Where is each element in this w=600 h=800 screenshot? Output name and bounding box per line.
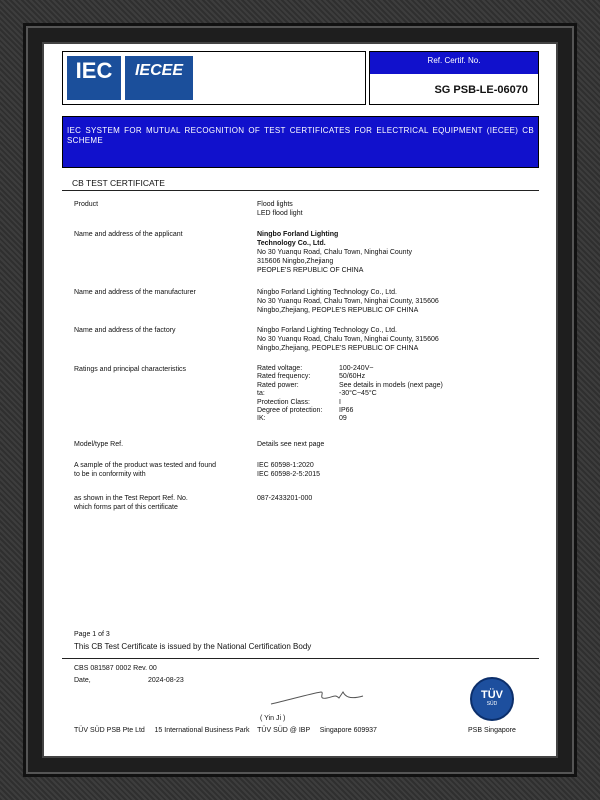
rating-key: Rated voltage: (257, 365, 303, 372)
tuv-logo (470, 677, 514, 721)
manufacturer-line: No 30 Yuanqu Road, Chalu Town, Ninghai County, 315606 (257, 298, 439, 305)
rating-row (257, 390, 477, 398)
rating-key: IK: (257, 415, 266, 423)
iecee-logo-text: IECEE (134, 62, 183, 79)
standard: IEC 60598-2-5:2015 (257, 471, 321, 478)
ratings-label: Ratings and principal characteristics (74, 366, 187, 373)
divider (62, 658, 539, 659)
rating-row (257, 382, 477, 390)
standard: IEC 60598-1:2020 (257, 462, 314, 469)
product-label: Product (74, 201, 99, 208)
rating-row (257, 365, 477, 373)
ref-box (369, 51, 539, 105)
rating-value: -30°C~45°C (339, 390, 377, 398)
page-number: Page 1 of 3 (74, 631, 110, 638)
applicant-name: Technology Co., Ltd. (257, 240, 326, 247)
sample-label-line: A sample of the product was tested and found (74, 462, 217, 469)
rating-value: IP66 (339, 407, 354, 415)
signature-image (269, 686, 369, 710)
rating-value: 50/60Hz (339, 373, 366, 381)
model-value: Details see next page (257, 441, 325, 448)
tuv-logo-text: TÜV (481, 689, 503, 701)
iecee-logo (125, 56, 193, 100)
rating-key: Degree of protection: (257, 407, 323, 415)
ref-number: SG PSB-LE-06070 (434, 84, 528, 96)
manufacturer-line: Ningbo,Zhejiang, PEOPLE'S REPUBLIC OF CHINA (257, 307, 419, 314)
product-line: Flood lights (257, 201, 293, 208)
rating-value: 09 (339, 415, 347, 423)
report-value: 087-2433201-000 (257, 495, 313, 502)
sample-value (257, 461, 320, 479)
rating-row (257, 373, 477, 381)
applicant-label: Name and address of the applicant (74, 231, 183, 238)
rating-value: I (339, 398, 341, 406)
factory-line: Ningbo,Zhejiang, PEOPLE'S REPUBLIC OF CHINA (257, 345, 419, 352)
rating-key: Rated frequency: (257, 373, 311, 381)
doc-ref: CBS 081587 0002 Rev. 00 (74, 665, 157, 672)
factory-label: Name and address of the factory (74, 327, 176, 334)
product-line: LED flood light (257, 210, 303, 217)
sample-label-line: to be in conformity with (74, 471, 146, 478)
factory-line: No 30 Yuanqu Road, Chalu Town, Ninghai County, 315606 (257, 336, 439, 343)
product-value (257, 200, 303, 218)
ratings-list (257, 365, 477, 424)
divider (62, 190, 539, 191)
ref-label: Ref. Certif. No. (370, 52, 538, 74)
rating-key: Rated power: (257, 381, 299, 389)
certificate-title: CB TEST CERTIFICATE (72, 178, 165, 188)
report-label (74, 494, 188, 512)
rating-row (257, 415, 477, 423)
date-label: Date, (74, 677, 91, 684)
rating-value: See details in models (next page) (339, 381, 443, 389)
applicant-value (257, 230, 412, 275)
applicant-address: 315606 Ningbo,Zhejiang (257, 258, 334, 265)
logo-box (62, 51, 366, 105)
rating-key: Protection Class: (257, 398, 310, 406)
rating-row (257, 407, 477, 415)
manufacturer-value (257, 288, 439, 315)
iec-logo (67, 56, 121, 100)
signer-name: ( Yin Ji ) (260, 715, 286, 722)
rating-key: ta: (257, 390, 265, 398)
rating-value: 100-240V~ (339, 365, 374, 372)
factory-value (257, 326, 439, 353)
model-label: Model/type Ref. (74, 441, 124, 448)
iec-logo-text: IEC (75, 58, 113, 83)
date-value: 2024-08-23 (148, 677, 184, 684)
issuer-address: TÜV SÜD PSB Pte Ltd 15 International Business Park TÜV SÜD @ IBP Singapore 609937 (74, 727, 377, 734)
issued-by: This CB Test Certificate is issued by the National Certification Body (74, 642, 312, 651)
sample-label (74, 461, 216, 479)
applicant-address: PEOPLE'S REPUBLIC OF CHINA (257, 267, 364, 274)
certificate-page (44, 44, 556, 756)
manufacturer-label: Name and address of the manufacturer (74, 289, 196, 296)
rating-row (257, 399, 477, 407)
applicant-address: No 30 Yuanqu Road, Chalu Town, Ninghai County (257, 249, 413, 256)
report-label-line: which forms part of this certificate (74, 504, 178, 511)
tuv-logo-subtext: SÜD (486, 701, 498, 707)
manufacturer-line: Ningbo Forland Lighting Technology Co., Ltd. (257, 289, 397, 296)
report-label-line: as shown in the Test Report Ref. No. (74, 495, 188, 502)
psb-label: PSB Singapore (468, 727, 516, 734)
applicant-name: Ningbo Forland Lighting (257, 231, 339, 238)
scheme-banner: IEC SYSTEM FOR MUTUAL RECOGNITION OF TEST CERTIFICATES FOR ELECTRICAL EQUIPMENT (IECEE) CB SCHEME (62, 116, 539, 168)
factory-line: Ningbo Forland Lighting Technology Co., Ltd. (257, 327, 397, 334)
